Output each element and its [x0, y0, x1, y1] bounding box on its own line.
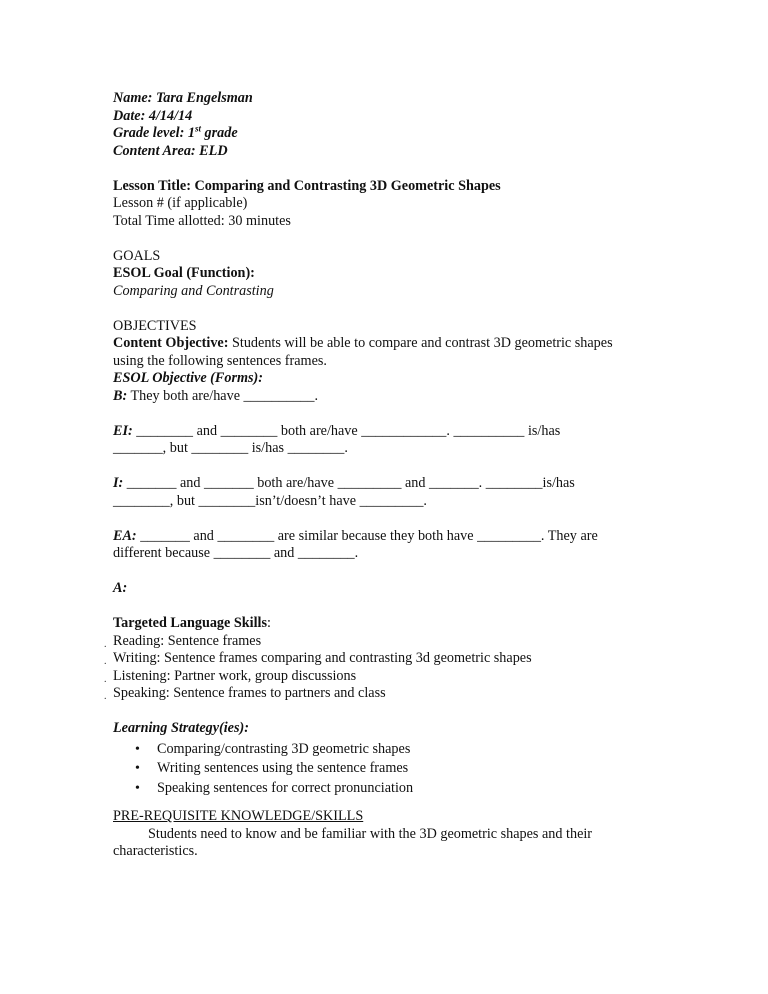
- goals-heading: GOALS: [113, 247, 161, 264]
- content-area: Content Area: ELD: [113, 142, 228, 159]
- list-item-text: Speaking sentences for correct pronunciation: [157, 779, 414, 796]
- frame-b-label: B:: [113, 387, 128, 404]
- skill-listening: [104, 667, 673, 686]
- lesson-title: Lesson Title: Comparing and Contrasting 3D Geometric Shapes: [113, 177, 501, 194]
- list-item: [135, 779, 673, 799]
- frame-ea-label: EA:: [113, 527, 137, 544]
- grade-level: [113, 125, 673, 143]
- skill-label: Writing: Sentence frames comparing and contrasting 3d geometric shapes: [113, 650, 532, 666]
- spacer: [113, 510, 673, 528]
- grade-level-suffix: grade: [200, 125, 238, 141]
- spacer: [113, 230, 673, 248]
- teacher-name: Name: Tara Engelsman: [113, 90, 253, 106]
- frame-i-continued: ________, but ________isn’t/doesn’t have _________.: [113, 492, 427, 509]
- spacer: [113, 598, 673, 616]
- frame-ei-label: EI:: [113, 422, 133, 439]
- list-item-text: Writing sentences using the sentence frames: [157, 760, 409, 776]
- frame-ei-continued: _______, but ________ is/has ________.: [113, 440, 348, 456]
- comment-mark-icon: .: [104, 638, 107, 650]
- comment-mark-icon: .: [104, 673, 107, 685]
- esol-objective-label: ESOL Objective (Forms):: [113, 370, 263, 386]
- list-item: [135, 740, 673, 760]
- content-objective: [113, 335, 673, 353]
- strategies-heading: Learning Strategy(ies):: [113, 720, 249, 736]
- total-time: Total Time allotted: 30 minutes: [113, 212, 291, 229]
- frame-ea-text: _______ and ________ are similar because they both have _________. They are: [136, 527, 598, 544]
- prereq-text: Students need to know and be familiar with the 3D geometric shapes and their characteristics.: [113, 825, 593, 859]
- spacer: [113, 300, 673, 318]
- frame-ea: [113, 528, 673, 546]
- frame-i-text: _______ and _______ both are/have _________ and _______. ________is/has: [123, 475, 575, 491]
- bullet-icon: •: [135, 741, 140, 757]
- bullet-icon: •: [135, 780, 140, 796]
- skill-label: Speaking: Sentence frames to partners and class: [113, 685, 386, 701]
- frame-i-label: I:: [113, 475, 124, 491]
- spacer: [113, 160, 673, 178]
- content-objective-text: Students will be able to compare and contrast 3D geometric shapes: [228, 335, 613, 351]
- comment-mark-icon: .: [104, 691, 107, 702]
- esol-goal-value: Comparing and Contrasting: [113, 282, 274, 299]
- content-objective-continued: using the following sentences frames.: [113, 352, 327, 369]
- skill-label: Listening: Partner work, group discussions: [113, 667, 357, 684]
- frame-ei: [113, 423, 673, 441]
- strategies-list: [113, 740, 673, 799]
- grade-level-prefix: Grade level: 1: [113, 125, 195, 141]
- skills-heading-colon: :: [267, 615, 271, 631]
- frame-a-label: A:: [113, 580, 128, 596]
- objectives-heading: OBJECTIVES: [113, 317, 197, 334]
- skill-reading: [104, 632, 673, 651]
- spacer: [113, 563, 673, 581]
- lesson-number: Lesson # (if applicable): [113, 195, 248, 211]
- spacer: [113, 405, 673, 423]
- frame-b: [113, 388, 673, 406]
- prereq-heading: PRE-REQUISITE KNOWLEDGE/SKILLS: [113, 808, 364, 824]
- content-objective-label: Content Objective:: [113, 335, 229, 351]
- frame-ea-continued: different because ________ and ________.: [113, 545, 359, 561]
- skills-heading: Targeted Language Skills: [113, 615, 267, 631]
- skill-speaking: [104, 685, 673, 703]
- bullet-icon: •: [135, 761, 140, 776]
- frame-i: [113, 475, 673, 493]
- list-item-text: Comparing/contrasting 3D geometric shapes: [157, 740, 411, 757]
- skills-heading-row: [113, 615, 673, 633]
- grade-level-superscript: st: [194, 123, 201, 134]
- lesson-plan-page: [104, 90, 673, 861]
- lesson-date: Date: 4/14/14: [113, 107, 193, 124]
- skill-writing: [104, 650, 673, 668]
- spacer: [113, 703, 673, 721]
- spacer: [113, 458, 673, 476]
- esol-goal-label: ESOL Goal (Function):: [113, 265, 255, 281]
- skill-label: Reading: Sentence frames: [113, 632, 262, 649]
- frame-b-text: They both are/have __________.: [127, 387, 319, 404]
- list-item: [135, 759, 673, 779]
- spacer: [113, 798, 673, 808]
- frame-ei-text: ________ and ________ both are/have ____________. __________ is/has: [132, 422, 561, 439]
- comment-mark-icon: .: [104, 656, 107, 667]
